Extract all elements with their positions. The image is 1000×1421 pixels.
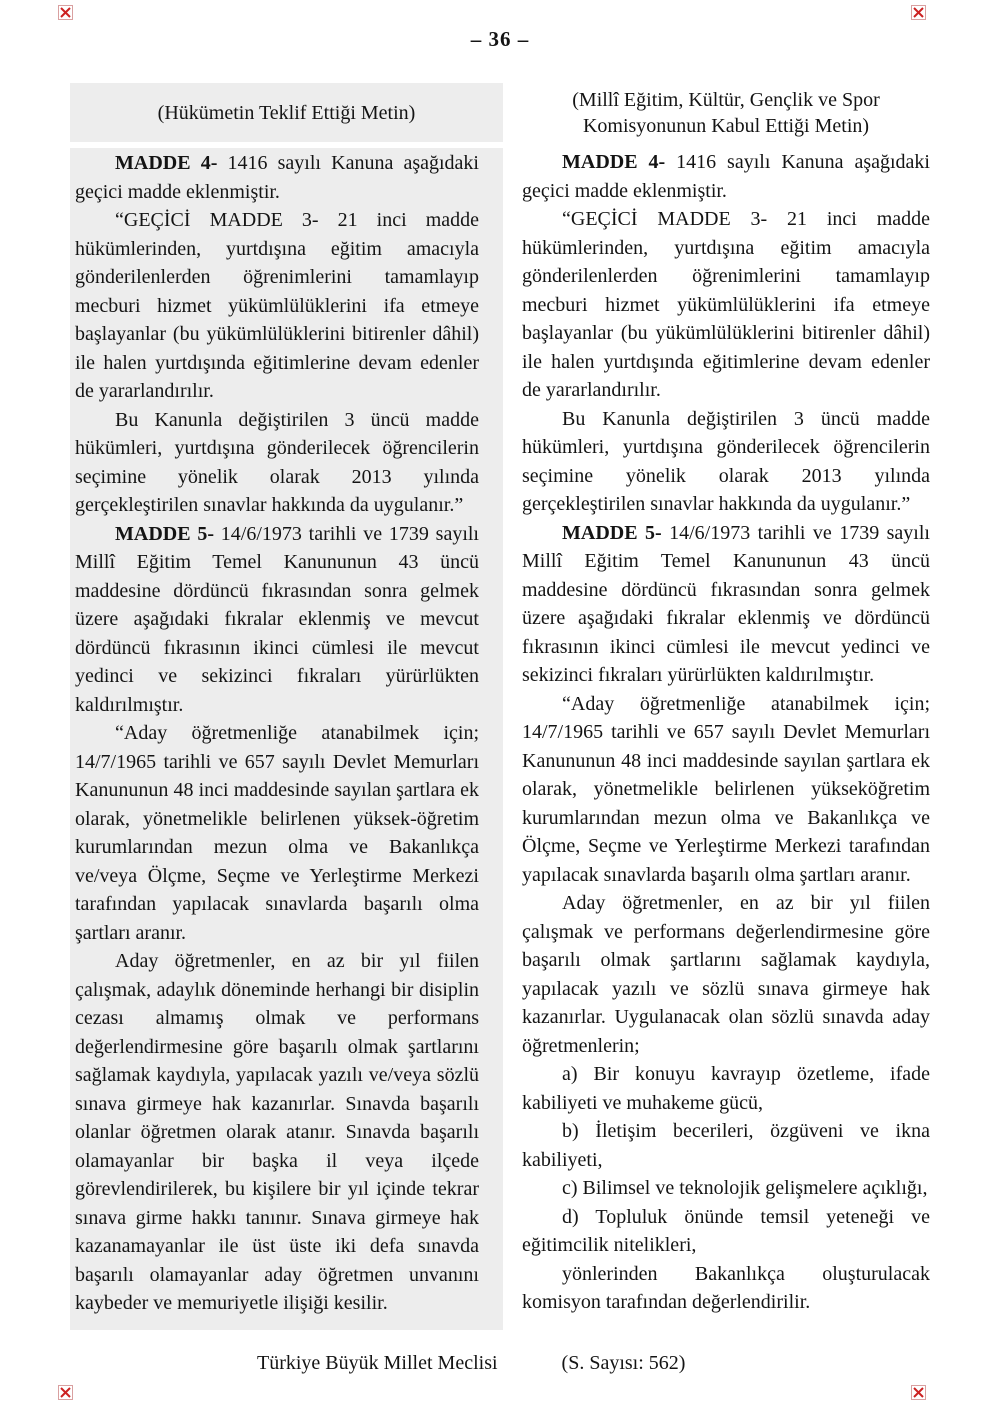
paragraph-text: “Aday öğretmenliğe atanabilmek için; 14/7/1965 tarihli ve 657 sayılı Devlet Memurları Kanununun 48 inci maddesinde sayılan şartlara ek olarak, yönetmelikle belirlenen yükseköğretim kurumlarından mezun olma ve Bakanlıkça ve Ölçme, Seçme ve Yerleştirme Merkezi tarafından yapılacak sınavlarda başarılı olma şartları aranır. xyxy=(522,692,930,886)
paragraph-gecici-madde-3 xyxy=(522,205,930,405)
madde-4-label: MADDE 4- xyxy=(115,152,218,174)
right-column-header xyxy=(522,83,930,142)
list-item-c xyxy=(522,1174,930,1203)
paragraph-text: 1416 sayılı Kanuna aşağıdaki geçici madde eklenmiştir. xyxy=(75,152,479,203)
paragraph-text: “GEÇİCİ MADDE 3- 21 inci madde hükümlerinden, yurtdışına eğitim amacıyla gönderilenlerden öğrenimlerini tamamlayıp mecburi hizmet yükümlülüklerini ifa etmeye başlayanlar (bu yükümlülüklerini bitirenler dâhil) ile halen yurtdışında eğitimlerine devam edenler de yararlandırılır. xyxy=(75,209,479,402)
paragraph-madde-5 xyxy=(522,519,930,690)
left-column-body xyxy=(70,148,503,1330)
paragraph-text: d) Topluluk önünde temsil yeteneği ve eğitimcilik nitelikleri, xyxy=(522,1205,930,1256)
footer-sira-sayisi: (S. Sayısı: 562) xyxy=(561,1352,686,1374)
paragraph-aday-ogretmenler xyxy=(522,889,930,1060)
paragraph-text: 1416 sayılı Kanuna aşağıdaki geçici madde eklenmiştir. xyxy=(522,151,930,202)
paragraph-text: a) Bir konuyu kavrayıp özetleme, ifade kabiliyeti ve muhakeme gücü, xyxy=(522,1063,930,1114)
list-item-d xyxy=(522,1203,930,1260)
paragraph-text: yönlerinden Bakanlıkça oluşturulacak komisyon tarafından değerlendirilir. xyxy=(522,1262,930,1313)
paragraph-aday-ogretmenlige xyxy=(75,719,479,947)
page-footer xyxy=(257,1352,685,1375)
paragraph-aday-ogretmenler xyxy=(75,947,479,1318)
madde-4-label: MADDE 4- xyxy=(562,151,666,173)
paragraph-text: “GEÇİCİ MADDE 3- 21 inci madde hükümlerinden, yurtdışına eğitim amacıyla gönderilenlerden öğrenimlerini tamamlayıp mecburi hizmet yükümlülüklerini ifa etmeye başlayanlar (bu yükümlülüklerini bitirenler dâhil) ile halen yurtdışında eğitimlerine devam edenler de yararlandırılır. xyxy=(522,208,930,401)
broken-image-icon xyxy=(58,5,73,20)
right-column-header-label: (Millî Eğitim, Kültür, Gençlik ve Spor Komisyonunun Kabul Ettiği Metin) xyxy=(572,88,880,137)
paragraph-madde-5 xyxy=(75,520,479,720)
broken-image-icon xyxy=(911,1385,926,1400)
column-commission-text xyxy=(522,83,930,1317)
paragraph-text: “Aday öğretmenliğe atanabilmek için; 14/7/1965 tarihli ve 657 sayılı Devlet Memurları Kanununun 48 inci maddesinde sayılan şartlara ek olarak, yönetmelikle belirlenen yüksek-öğretim kurumlarından mezun olma ve Bakanlıkça ve/veya Ölçme, Seçme ve Yerleştirme Merkezi tarafından yapılacak sınavlarda başarılı olma şartları aranır. xyxy=(75,722,479,944)
paragraph-bu-kanunla xyxy=(522,405,930,519)
left-column-header xyxy=(70,83,503,142)
broken-image-icon xyxy=(58,1385,73,1400)
paragraph-text: Bu Kanunla değiştirilen 3 üncü madde hükümleri, yurtdışına gönderilecek öğrencilerin seçimine yönelik olarak 2013 yılında gerçekleştirilen sınavlar hakkında da uygulanır.” xyxy=(75,408,479,516)
list-item-b xyxy=(522,1117,930,1174)
page-number: – 36 – xyxy=(470,27,530,51)
paragraph-text: c) Bilimsel ve teknolojik gelişmelere açıklığı, xyxy=(562,1177,928,1199)
paragraph-bu-kanunla xyxy=(75,406,479,520)
left-column-header-label: (Hükümetin Teklif Ettiği Metin) xyxy=(157,101,416,124)
madde-5-label: MADDE 5- xyxy=(562,521,662,544)
paragraph-text: Bu Kanunla değiştirilen 3 üncü madde hükümleri, yurtdışına gönderilecek öğrencilerin seçimine yönelik olarak 2013 yılında gerçekleştirilen sınavlar hakkında da uygulanır.” xyxy=(522,407,930,515)
paragraph-text: 14/6/1973 tarihli ve 1739 sayılı Millî Eğitim Temel Kanununun 43 üncü maddesine dördüncü fıkrasından sonra gelmek üzere aşağıdaki fıkralar eklenmiş ve mevcut dördüncü fıkrasının ikinci cümlesi ile mevcut yedinci ve sekizinci fıkraları yürürlükten kaldırılmıştır. xyxy=(75,522,479,716)
list-item-a xyxy=(522,1060,930,1117)
paragraph-madde-4 xyxy=(75,149,479,206)
madde-5-label: MADDE 5- xyxy=(115,522,214,545)
column-government-text xyxy=(70,83,503,1330)
paragraph-madde-4 xyxy=(522,148,930,205)
broken-image-icon xyxy=(911,5,926,20)
right-column-body xyxy=(522,148,930,1317)
paragraph-aday-ogretmenlige xyxy=(522,690,930,890)
paragraph-text: 14/6/1973 tarihli ve 1739 sayılı Millî Eğitim Temel Kanununun 43 üncü maddesine dördüncü fıkrasından sonra gelmek üzere aşağıdaki fıkralar eklenmiş ve dördüncü fıkrasının ikinci cümlesi ile mevcut yedinci ve sekizinci fıkraları yürürlükten kaldırılmıştır. xyxy=(522,521,930,686)
paragraph-text: Aday öğretmenler, en az bir yıl fiilen çalışmak ve performans değerlendirmesine göre başarılı olmak şartlarını sağlamak kaydıyla, yapılacak yazılı ve sözlü sınava girmeye hak kazanırlar. Uygulanacak olan sözlü sınavda aday öğretmenlerin; xyxy=(522,892,930,1057)
paragraph-yonlerinden xyxy=(522,1260,930,1317)
paragraph-text: b) İletişim becerileri, özgüveni ve ikna kabiliyeti, xyxy=(522,1120,930,1171)
footer-institution: Türkiye Büyük Millet Meclisi xyxy=(257,1352,498,1374)
paragraph-text: Aday öğretmenler, en az bir yıl fiilen çalışmak, adaylık döneminde herhangi bir disiplin cezası almamış olmak ve performans değerlendirmesine göre başarılı olmak şartlarını sağlamak kaydıyla, yapılacak yazılı ve/veya sözlü sınava girmeye hak kazanırlar. Sınavda başarılı olanlar öğretmen olarak atanır. Sınavda başarılı olamayanlar bir başka il veya ilçede görevlendirilerek, bu kişilere bir yıl içinde tekrar sınava girme hakkı tanınır. Sınava girmeye hak kazanamayanlar ile üst üste iki defa sınavda başarılı olamayanlar aday öğretmen unvanını kaybeder ve memuriyetle ilişiği kesilir. xyxy=(75,950,479,1314)
paragraph-gecici-madde-3 xyxy=(75,206,479,406)
